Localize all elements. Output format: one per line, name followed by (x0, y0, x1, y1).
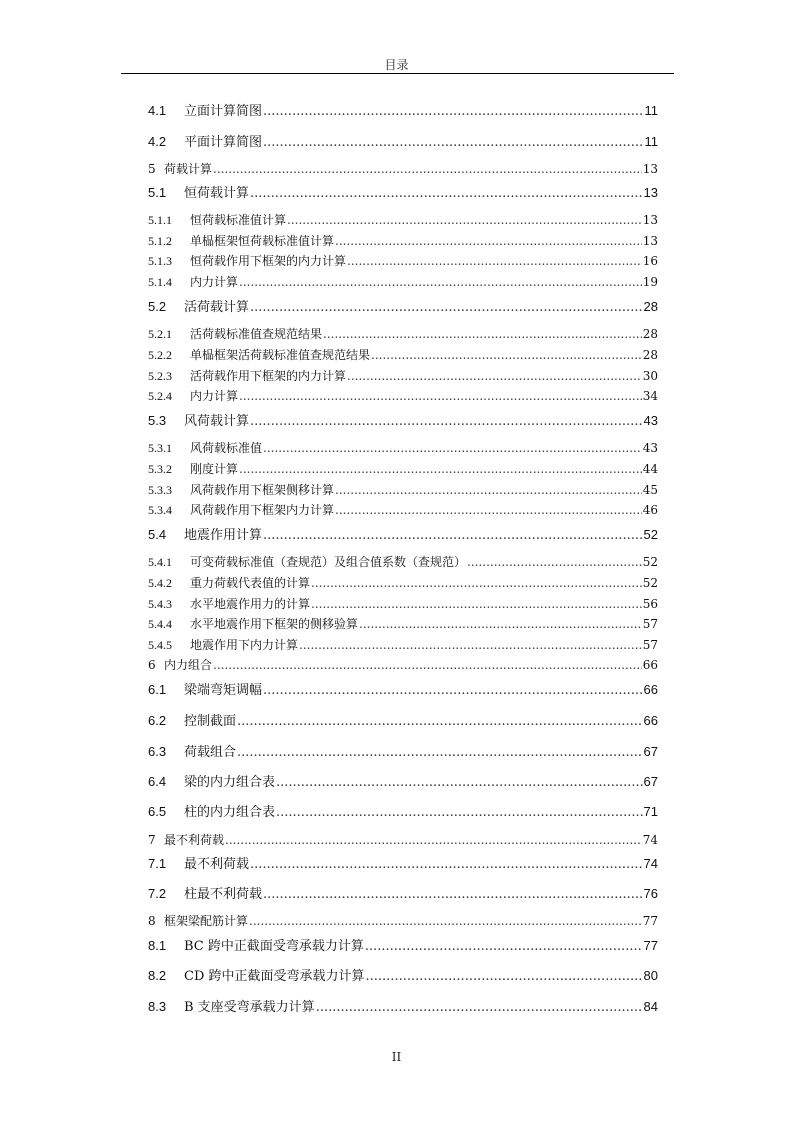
toc-leader-dots (371, 348, 642, 362)
toc-entry-page: 74 (643, 856, 658, 871)
toc-entry-number: 5.3.2 (148, 462, 172, 476)
toc-entry-number: 5.1 (148, 185, 167, 200)
toc-entry-title: 内力组合 (164, 658, 213, 672)
toc-leader-dots (311, 597, 642, 611)
toc-entry-page: 84 (643, 999, 658, 1014)
toc-leader-dots (250, 857, 643, 872)
toc-leader-dots (250, 300, 643, 315)
toc-entry-page: 52 (643, 527, 658, 542)
toc-entry-page: 19 (642, 275, 658, 289)
toc-entry-page: 77 (642, 914, 658, 928)
toc-entry-page: 66 (643, 682, 658, 697)
toc-entry-number: 6.4 (148, 774, 167, 789)
toc-leader-dots (276, 775, 643, 790)
toc-entry-page: 11 (644, 134, 658, 149)
toc-leader-dots (276, 805, 643, 820)
page-header-title: 目录 (384, 58, 409, 72)
toc-entry-title: 荷载计算 (164, 162, 213, 176)
toc-entry-title: 单榀框架恒荷载标准值计算 (190, 234, 335, 248)
toc-entry-page: 13 (642, 213, 658, 227)
toc-leader-dots (366, 969, 643, 984)
toc-entry-page: 66 (643, 713, 658, 728)
toc-entry-page: 57 (642, 617, 658, 631)
toc-entry-number: 5.2.2 (148, 348, 172, 362)
toc-entry[interactable] (148, 481, 658, 498)
toc-leader-dots (263, 528, 643, 543)
toc-entry-number: 5.1.1 (148, 213, 172, 227)
toc-entry-number: 5 (148, 162, 156, 176)
toc-entry[interactable] (148, 656, 658, 673)
toc-entry[interactable] (148, 935, 658, 954)
toc-entry-number: 5.2.4 (148, 389, 172, 403)
toc-leader-dots (263, 135, 643, 150)
toc-entry[interactable] (148, 232, 658, 249)
toc-entry[interactable] (148, 367, 658, 384)
toc-entry-title: CD 跨中正截面受弯承载力计算 (184, 969, 365, 984)
toc-entry-number: 5.1.4 (148, 275, 172, 289)
toc-entry-title: BC 跨中正截面受弯承载力计算 (184, 939, 364, 954)
toc-leader-dots (263, 887, 643, 902)
toc-leader-dots (239, 462, 642, 476)
toc-entry-number: 5.3.4 (148, 503, 172, 517)
toc-entry-title: 活荷载作用下框架的内力计算 (190, 369, 347, 383)
toc-entry[interactable] (148, 211, 658, 228)
toc-entry-title: 可变荷载标准值（查规范）及组合值系数（查规范） (190, 555, 467, 569)
toc-entry-number: 5.1.3 (148, 254, 172, 268)
toc-entry-page: 57 (642, 638, 658, 652)
toc-entry-page: 74 (642, 833, 658, 847)
toc-entry-title: 风荷载计算 (184, 414, 250, 429)
toc-entry-number: 5.3.1 (148, 441, 172, 455)
toc-entry-page: 52 (642, 576, 658, 590)
toc-entry-page: 71 (643, 804, 658, 819)
toc-entry[interactable] (148, 883, 658, 902)
toc-entry[interactable] (148, 100, 658, 119)
toc-entry-number: 5.3.3 (148, 483, 172, 497)
toc-entry-number: 4.2 (148, 134, 167, 149)
toc-entry-page: 11 (644, 103, 658, 118)
toc-leader-dots (347, 254, 642, 268)
toc-entry[interactable] (148, 710, 658, 729)
toc-leader-dots (263, 683, 643, 698)
header-rule (121, 73, 674, 74)
toc-entry-title: 最不利荷载 (164, 833, 225, 847)
toc-entry-page: 67 (643, 744, 658, 759)
toc-entry[interactable] (148, 160, 658, 177)
toc-entry-title: 风荷载标准值 (190, 441, 263, 455)
toc-entry-number: 8.3 (148, 999, 167, 1014)
toc-entry[interactable] (148, 131, 658, 150)
toc-leader-dots (213, 658, 642, 672)
toc-entry-number: 5.4.1 (148, 555, 172, 569)
toc-entry[interactable] (148, 965, 658, 984)
toc-entry-title: 柱的内力组合表 (184, 805, 276, 820)
toc-entry-number: 4.1 (148, 103, 167, 118)
toc-entry-title: 风荷载作用下框架侧移计算 (190, 483, 335, 497)
toc-entry[interactable] (148, 524, 658, 543)
toc-entry[interactable] (148, 553, 658, 570)
toc-entry-title: 活荷载计算 (184, 300, 250, 315)
toc-entry-number: 5.4 (148, 527, 167, 542)
page-number: II (391, 1050, 402, 1064)
toc-entry-number: 5.2.3 (148, 369, 172, 383)
toc-entry[interactable] (148, 595, 658, 612)
toc-entry[interactable] (148, 252, 658, 269)
toc-entry-page: 28 (642, 348, 658, 362)
toc-entry-title: 内力计算 (190, 389, 239, 403)
toc-leader-dots (335, 234, 642, 248)
toc-leader-dots (239, 389, 642, 403)
toc-entry[interactable] (148, 501, 658, 518)
toc-entry-title: 恒荷载作用下框架的内力计算 (190, 254, 347, 268)
toc-leader-dots (249, 914, 642, 928)
toc-entry-number: 5.2.1 (148, 327, 172, 341)
toc-leader-dots (365, 939, 643, 954)
toc-entry[interactable] (148, 771, 658, 790)
toc-entry-page: 28 (643, 299, 658, 314)
toc-entry-number: 7.2 (148, 886, 167, 901)
toc-entry[interactable] (148, 912, 658, 929)
toc-leader-dots (239, 275, 642, 289)
toc-entry-title: 地震作用下内力计算 (190, 638, 299, 652)
toc-entry-page: 43 (642, 441, 658, 455)
toc-entry[interactable] (148, 387, 658, 404)
toc-leader-dots (263, 104, 643, 119)
toc-leader-dots (250, 186, 643, 201)
toc-entry-page: 66 (642, 658, 658, 672)
toc-entry-title: 控制截面 (184, 714, 237, 729)
toc-entry-page: 46 (642, 503, 658, 517)
toc-entry[interactable] (148, 996, 658, 1015)
toc-entry-title: 荷载组合 (184, 745, 237, 760)
toc-entry-number: 6.1 (148, 682, 167, 697)
toc-leader-dots (335, 483, 642, 497)
toc-entry-page: 13 (642, 234, 658, 248)
toc-leader-dots (299, 638, 642, 652)
toc-entry-page: 45 (642, 483, 658, 497)
toc-leader-dots (311, 576, 642, 590)
toc-entry[interactable] (148, 574, 658, 591)
toc-leader-dots (467, 555, 642, 569)
toc-entry[interactable] (148, 439, 658, 456)
toc-entry-number: 6.3 (148, 744, 167, 759)
toc-entry-number: 7 (148, 833, 156, 847)
toc-entry[interactable] (148, 346, 658, 363)
toc-entry-number: 5.1.2 (148, 234, 172, 248)
toc-entry[interactable] (148, 615, 658, 632)
toc-entry-title: 地震作用计算 (184, 528, 263, 543)
toc-leader-dots (237, 714, 643, 729)
toc-leader-dots (263, 441, 642, 455)
toc-entry-title: 风荷载作用下框架内力计算 (190, 503, 335, 517)
toc-entry[interactable] (148, 801, 658, 820)
toc-leader-dots (250, 414, 643, 429)
toc-leader-dots (335, 503, 642, 517)
toc-entry[interactable] (148, 410, 658, 429)
toc-entry[interactable] (148, 831, 658, 848)
toc-leader-dots (287, 213, 642, 227)
toc-entry-title: 梁的内力组合表 (184, 775, 276, 790)
toc-entry-number: 5.4.3 (148, 597, 172, 611)
toc-entry-title: 框架梁配筋计算 (164, 914, 249, 928)
toc-entry-title: B 支座受弯承载力计算 (184, 1000, 315, 1015)
toc-entry-page: 44 (642, 462, 658, 476)
toc-entry-title: 重力荷载代表值的计算 (190, 576, 311, 590)
toc-leader-dots (237, 745, 643, 760)
toc-entry-title: 单榀框架活荷载标准值查规范结果 (190, 348, 371, 362)
toc-entry[interactable] (148, 325, 658, 342)
toc-entry-title: 最不利荷载 (184, 857, 250, 872)
toc-entry-title: 梁端弯矩调幅 (184, 683, 263, 698)
toc-entry-number: 8 (148, 914, 156, 928)
toc-entry-title: 刚度计算 (190, 462, 239, 476)
toc-entry-number: 6 (148, 658, 156, 672)
toc-entry-page: 28 (642, 327, 658, 341)
toc-entry-page: 67 (643, 774, 658, 789)
toc-leader-dots (316, 1000, 643, 1015)
toc-entry-number: 5.4.4 (148, 617, 172, 631)
toc-entry-page: 77 (643, 938, 658, 953)
toc-entry-title: 活荷载标准值查规范结果 (190, 327, 323, 341)
toc-entry-number: 8.1 (148, 938, 167, 953)
toc-entry-number: 7.1 (148, 856, 167, 871)
toc-entry-page: 80 (643, 968, 658, 983)
toc-entry-page: 30 (642, 369, 658, 383)
toc-entry[interactable] (148, 636, 658, 653)
toc-entry-title: 平面计算简图 (184, 135, 263, 150)
toc-entry-title: 恒荷载标准值计算 (190, 213, 287, 227)
toc-entry[interactable] (148, 182, 658, 201)
toc-leader-dots (347, 369, 642, 383)
toc-entry-title: 水平地震作用力的计算 (190, 597, 311, 611)
toc-entry[interactable] (148, 460, 658, 477)
toc-entry-page: 43 (643, 413, 658, 428)
toc-entry-number: 6.5 (148, 804, 167, 819)
toc-entry-title: 柱最不利荷载 (184, 887, 263, 902)
toc-leader-dots (225, 833, 642, 847)
toc-entry-number: 8.2 (148, 968, 167, 983)
toc-entry-title: 水平地震作用下框架的侧移验算 (190, 617, 359, 631)
toc-entry[interactable] (148, 296, 658, 315)
toc-entry[interactable] (148, 273, 658, 290)
toc-entry-page: 16 (642, 254, 658, 268)
toc-leader-dots (323, 327, 642, 341)
toc-entry-number: 5.3 (148, 413, 167, 428)
toc-entry-page: 13 (642, 162, 658, 176)
toc-entry-number: 5.2 (148, 299, 167, 314)
toc-entry-number: 5.4.2 (148, 576, 172, 590)
toc-entry[interactable] (148, 853, 658, 872)
toc-leader-dots (213, 162, 642, 176)
toc-entry-title: 内力计算 (190, 275, 239, 289)
toc-entry-page: 56 (642, 597, 658, 611)
toc-entry-title: 立面计算简图 (184, 104, 263, 119)
toc-entry[interactable] (148, 679, 658, 698)
toc-entry-page: 34 (642, 389, 658, 403)
toc-entry-number: 5.4.5 (148, 638, 172, 652)
toc-entry[interactable] (148, 741, 658, 760)
toc-entry-page: 52 (642, 555, 658, 569)
toc-entry-title: 恒荷载计算 (184, 186, 250, 201)
toc-entry-number: 6.2 (148, 713, 167, 728)
toc-entry-page: 76 (643, 886, 658, 901)
toc-entry-page: 13 (643, 185, 658, 200)
toc-leader-dots (359, 617, 642, 631)
